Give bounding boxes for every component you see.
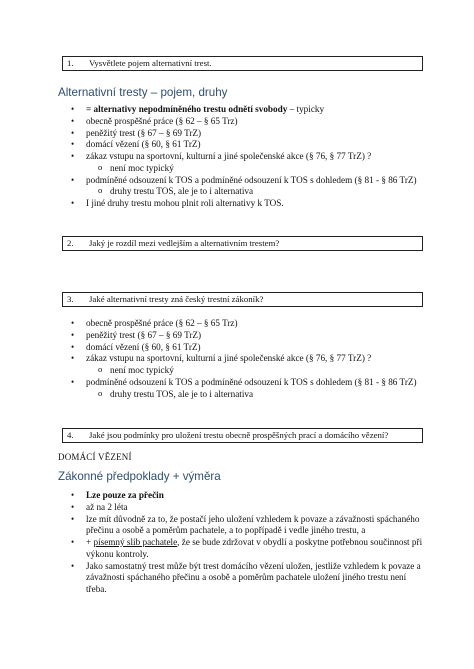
list-item [58, 128, 424, 140]
item-text: peněžitý trest (§ 67 – § 69 TrZ) [86, 329, 202, 340]
item-text: domácí vězení (§ 60, § 61 TrZ) [86, 139, 201, 150]
conditions-list [58, 490, 424, 596]
sub-list-item [58, 389, 424, 401]
bold-text: = alternativy nepodmíněného trestu odnětí svobody [86, 104, 288, 114]
question-1-box [62, 56, 423, 71]
item-text: zákaz vstupu na sportovní, kulturní a jiné společenské akce (§ 76, § 77 TrZ) ? [86, 151, 372, 162]
list-item [58, 198, 424, 210]
item-text: lze mít důvodně za to, že postačí jeho uložení vzhledem k povaze a závažnosti spáchaného přečinu a osobě a poměrům pachatele, a to popřípadě i vedle jiného trestu, a [86, 513, 420, 536]
question-text: Jaký je rozdíl mezi vedlejším a alternativním trestem? [89, 238, 280, 248]
item-text: druhy trestu TOS, ale je to i alternativa [110, 388, 254, 399]
sub-list-item [58, 163, 424, 175]
question-text: Jaké jsou podmínky pro uložení trestu obecně prospěšných prací a domácího vězení? [89, 430, 389, 440]
item-text: obecně prospěšné práce (§ 62 – § 65 Trz) [86, 318, 238, 328]
list-item [58, 514, 424, 538]
question-4-box [62, 428, 423, 443]
list-item [58, 490, 424, 502]
underlined-text: písemný slib pachatele [93, 537, 178, 548]
sub-list-item [58, 365, 424, 377]
item-text: obecně prospěšné práce (§ 62 – § 65 Trz) [86, 115, 238, 126]
item-text: není moc typický [110, 365, 174, 376]
item-text: podmíněné odsouzení k TOS a podmíněné odsouzení k TOS s dohledem (§ 81 - § 86 TrZ) [86, 376, 417, 387]
list-item [58, 377, 424, 389]
czech-alternative-punishments-list [58, 318, 424, 400]
question-text: Jaké alternativní tresty zná český trestní zákoník? [89, 294, 264, 304]
question-text: Vysvětlete pojem alternativní trest. [89, 58, 212, 68]
item-text: není moc typický [110, 162, 174, 173]
item-text: Jako samostatný trest může být trest domácího vězení uložen, jestliže vzhledem k povaze a závažnosti spáchaného přečinu a osobě a poměrům pachatele uložení jiného trestu není třeba. [86, 560, 421, 595]
list-item [58, 330, 424, 342]
item-text: peněžitý trest (§ 67 – § 69 TrZ) [86, 127, 202, 138]
list-item [58, 502, 424, 514]
question-number: 3. [67, 294, 74, 304]
list-item [58, 104, 424, 116]
item-text: , že se bude zdržovat v obydlí a poskytne potřebnou součinnost při výkonu kontroly. [86, 537, 423, 559]
question-number: 4. [67, 430, 74, 440]
plus-sign: + [86, 537, 94, 548]
section-label-house-arrest: DOMÁCÍ VĚZENÍ [58, 452, 132, 462]
question-3-box [62, 292, 423, 307]
question-number: 1. [67, 58, 74, 68]
item-text: – typicky [287, 104, 325, 114]
item-text: I jiné druhy trestu mohou plnit roli alternativy k TOS. [86, 198, 284, 209]
item-text: až na 2 léta [86, 501, 128, 512]
heading-alternative-punishments: Alternativní tresty – pojem, druhy [58, 86, 228, 99]
list-item [58, 353, 424, 365]
list-item [58, 318, 424, 330]
list-item [58, 151, 424, 163]
list-item [58, 342, 424, 354]
sub-list-item [58, 186, 424, 198]
item-text: podmíněné odsouzení k TOS a podmíněné odsouzení k TOS s dohledem (§ 81 - § 86 TrZ) [86, 174, 417, 185]
list-item [58, 537, 424, 561]
question-number: 2. [67, 238, 74, 248]
item-text: domácí vězení (§ 60, § 61 TrZ) [86, 341, 201, 352]
bold-text: Lze pouze za přečin [86, 490, 164, 500]
heading-legal-conditions: Zákonné předpoklady + výměra [58, 470, 221, 483]
item-text: druhy trestu TOS, ale je to i alternativa [110, 186, 254, 197]
list-item [58, 561, 424, 596]
list-item [58, 175, 424, 187]
list-item [58, 139, 424, 151]
alternative-punishments-list [58, 104, 424, 210]
list-item [58, 116, 424, 128]
question-2-box [62, 236, 423, 251]
item-text: zákaz vstupu na sportovní, kulturní a jiné společenské akce (§ 76, § 77 TrZ) ? [86, 353, 372, 364]
